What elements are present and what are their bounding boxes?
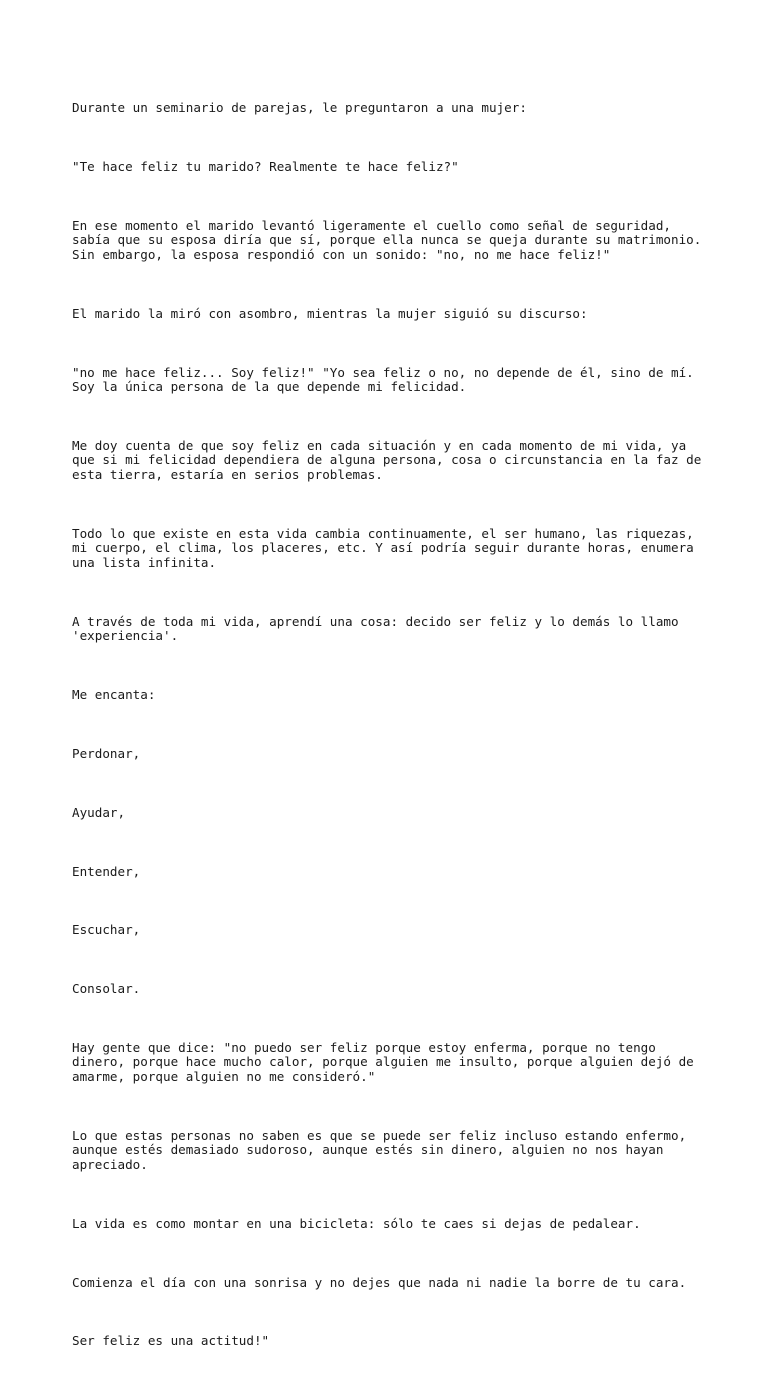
paragraph-happiness-situation: Me doy cuenta de que soy feliz en cada situación y en cada momento de mi vida, ya que si mi felicidad dependiera de alguna persona, cosa o circunstancia en la faz de esta tierra, estaría en serios problemas.: [72, 437, 702, 483]
document-page: [72, 72, 712, 1379]
list-item-ayudar: Ayudar,: [72, 804, 126, 820]
paragraph-intro: Durante un seminario de parejas, le preguntaron a una mujer:: [72, 100, 527, 116]
paragraph-bicycle: La vida es como montar en una bicicleta: sólo te caes si dejas de pedalear.: [72, 1215, 641, 1231]
paragraph-me-encanta: Me encanta:: [72, 687, 156, 703]
list-item-perdonar: Perdonar,: [72, 745, 141, 761]
paragraph-astonishment: El marido la miró con asombro, mientras la mujer siguió su discurso:: [72, 305, 588, 321]
paragraph-attitude: Ser feliz es una actitud!": [72, 1333, 270, 1349]
list-item-escuchar: Escuchar,: [72, 922, 141, 938]
paragraph-wife-answer: "no me hace feliz... Soy feliz!" "Yo sea feliz o no, no depende de él, sino de mí. Soy la única persona de la que depende mi felicidad.: [72, 364, 694, 395]
paragraph-people-say: Hay gente que dice: "no puedo ser feliz porque estoy enferma, porque no tengo dinero, porque hace mucho calor, porque alguien me insulto, porque alguien dejó de amarme, porque alguien no me consideró.": [72, 1039, 694, 1085]
paragraph-experience: A través de toda mi vida, aprendí una cosa: decido ser feliz y lo demás lo llamo 'experiencia'.: [72, 613, 679, 644]
list-item-entender: Entender,: [72, 863, 141, 879]
paragraph-change: Todo lo que existe en esta vida cambia continuamente, el ser humano, las riquezas, mi cuerpo, el clima, los placeres, etc. Y así podría seguir durante horas, enumera una lista infinita.: [72, 525, 694, 571]
paragraph-smile: Comienza el día con una sonrisa y no dejes que nada ni nadie la borre de tu cara.: [72, 1274, 687, 1290]
list-item-consolar: Consolar.: [72, 981, 141, 997]
paragraph-question: "Te hace feliz tu marido? Realmente te hace feliz?": [72, 158, 459, 174]
paragraph-husband-reaction: En ese momento el marido levantó ligeramente el cuello como señal de seguridad, sabía que su esposa diría que sí, porque ella nunca se queja durante su matrimonio. Sin embargo, la esposa respondió con un sonido: "no, no me hace feliz!": [72, 217, 702, 262]
paragraph-people-dont-know: Lo que estas personas no saben es que se puede ser feliz incluso estando enfermo, aunque estés demasiado sudoroso, aunque estés sin dinero, alguien no nos hayan apreciado.: [72, 1127, 687, 1173]
